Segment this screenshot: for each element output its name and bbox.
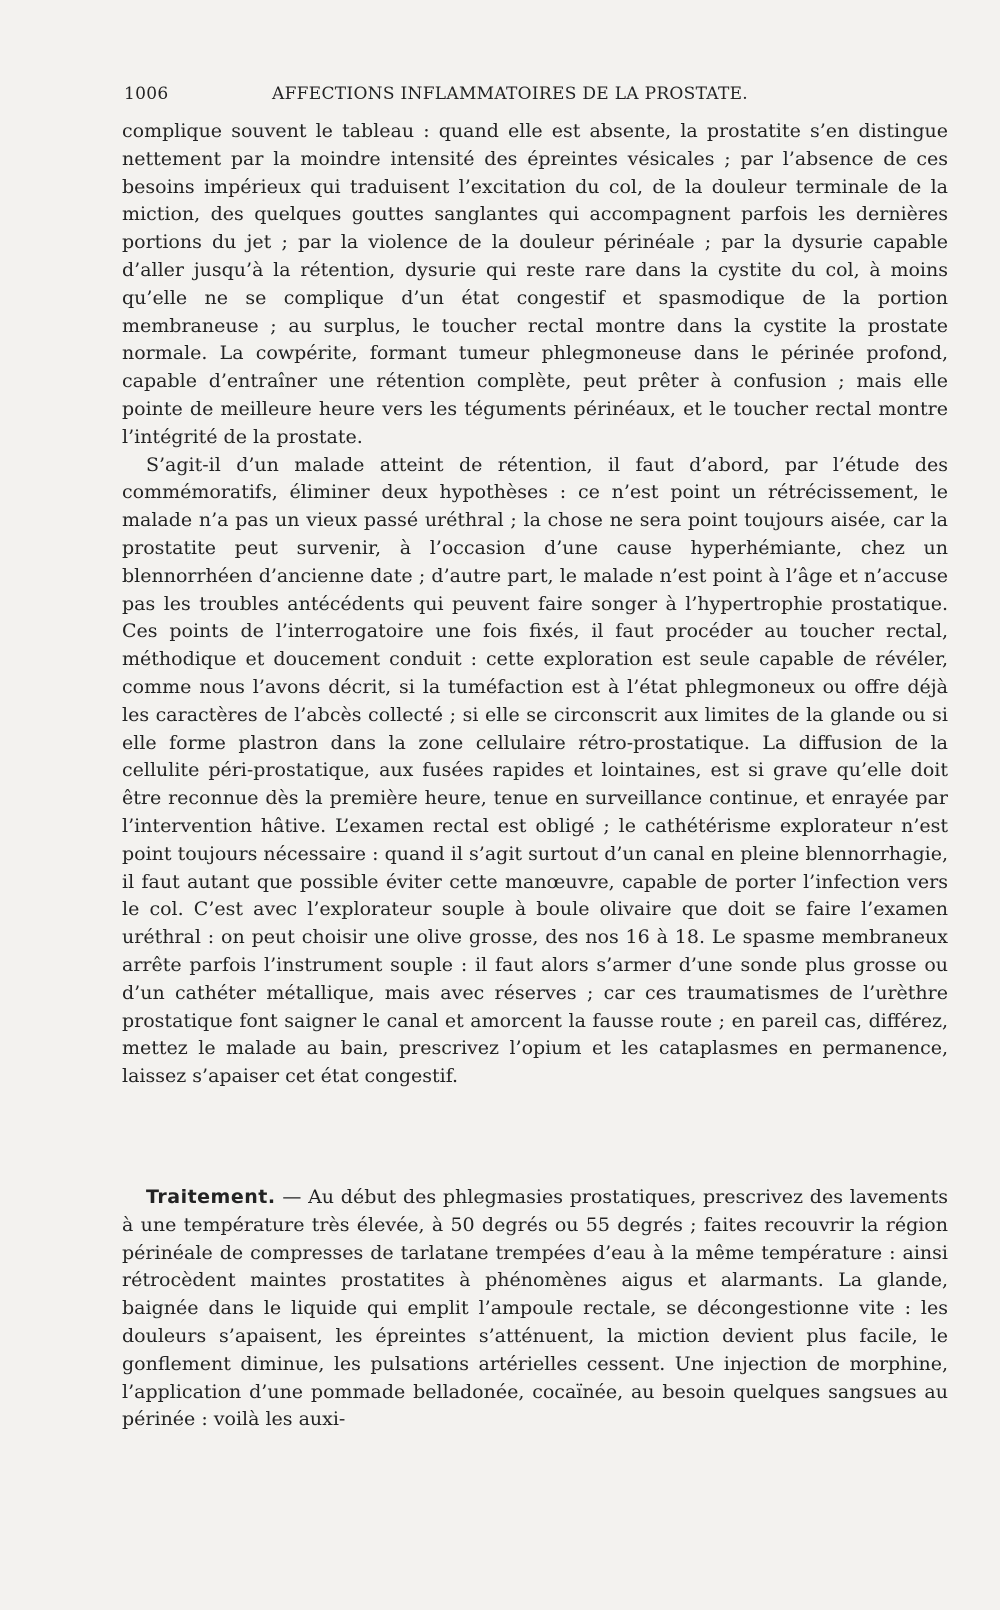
section-heading: Traitement. <box>146 1186 276 1208</box>
treatment-section <box>122 1184 948 1434</box>
body-text-block <box>122 118 948 1091</box>
section-text: — Au début des phlegmasies prostatiques, prescrivez des lavements à une température très élevée, à 50 degrés ou 55 degrés ; faites recouvrir la région périnéale de compresses de tarlatane trempées d’eau à la même température : ainsi rétrocèdent maintes prostatites à phénomènes aigus et alarmants. La glande, baignée dans le liquide qui emplit l’ampoule rectale, se décongestionne vite : les douleurs s’apaisent, les épreintes s’atténuent, la miction devient plus facile, le gonflement diminue, les pulsations artérielles cessent. Une injection de morphine, l’application d’une pommade belladonée, cocaïnée, au besoin quelques sangsues au périnée : voilà les auxi- <box>122 1186 948 1431</box>
running-title: AFFECTIONS INFLAMMATOIRES DE LA PROSTATE. <box>272 84 749 104</box>
paragraph-continued: complique souvent le tableau : quand elle est absente, la prostatite s’en distingue nettement par la moindre intensité des épreintes vésicales ; par l’absence de ces besoins impérieux qui traduisent l’excitation du col, de la douleur terminale de la miction, des quelques gouttes sanglantes qui accompagnent parfois les dernières portions du jet ; par la violence de la douleur périnéale ; par la dysurie capable d’aller jusqu’à la rétention, dysurie qui reste rare dans la cystite du col, à moins qu’elle ne se complique d’un état congestif et spasmodique de la portion membraneuse ; au surplus, le toucher rectal montre dans la cystite la prostate normale. La cowpérite, formant tumeur phlegmoneuse dans le périnée profond, capable d’entraîner une rétention complète, peut prêter à confusion ; mais elle pointe de meilleure heure vers les téguments périnéaux, et le toucher rectal montre l’intégrité de la prostate. <box>122 120 948 448</box>
page-header <box>124 84 800 110</box>
page-number: 1006 <box>124 84 169 104</box>
paragraph-retention: S’agit-il d’un malade atteint de rétention, il faut d’abord, par l’étude des commémoratifs, éliminer deux hypothèses : ce n’est point un rétrécissement, le malade n’a pas un vieux passé uréthral ; la chose ne sera point toujours aisée, car la prostatite peut survenir, à l’occasion d’une cause hyperhémiante, chez un blennorrhéen d’ancienne date ; d’autre part, le malade n’est point à l’âge et n’accuse pas les troubles antécédents qui peuvent faire songer à l’hypertrophie prostatique. Ces points de l’interrogatoire une fois fixés, il faut procéder au toucher rectal, méthodique et doucement conduit : cette exploration est seule capable de révéler, comme nous l’avons décrit, si la tuméfaction est à l’état phlegmoneux ou offre déjà les caractères de l’abcès collecté ; si elle se circonscrit aux limites de la glande ou si elle forme plastron dans la zone cellulaire rétro-prostatique. La diffusion de la cellulite péri-prostatique, aux fusées rapides et lointaines, est si grave qu’elle doit être reconnue dès la première heure, tenue en surveillance continue, et enrayée par l’intervention hâtive. L’examen rectal est obligé ; le cathétérisme explorateur n’est point toujours nécessaire : quand il s’agit surtout d’un canal en pleine blennorrhagie, il faut autant que possible éviter cette manœuvre, capable de porter l’infection vers le col. C’est avec l’explorateur souple à boule olivaire que doit se faire l’examen uréthral : on peut choisir une olive grosse, des nos 16 à 18. Le spasme membraneux arrête parfois l’instrument souple : il faut alors s’armer d’une sonde plus grosse ou d’un cathéter métallique, mais avec réserves ; car ces traumatismes de l’urèthre prostatique font saigner le canal et amorcent la fausse route ; en pareil cas, différez, mettez le malade au bain, prescrivez l’opium et les cataplasmes en permanence, laissez s’apaiser cet état congestif. <box>122 453 948 1088</box>
paragraph-treatment <box>122 1184 948 1434</box>
